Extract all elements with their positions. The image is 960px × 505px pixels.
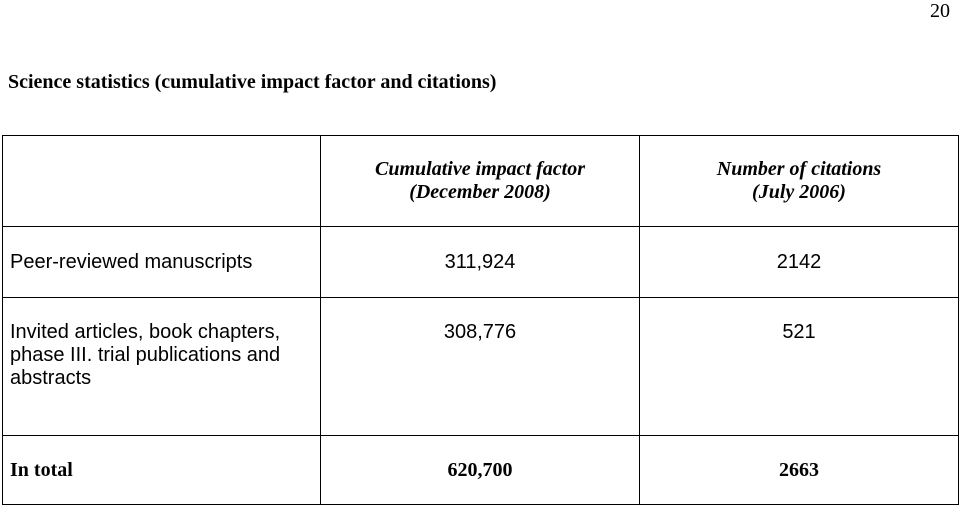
statistics-table	[2, 135, 959, 505]
citations-total: 2663	[640, 436, 959, 505]
page-title: Science statistics (cumulative impact factor and citations)	[8, 71, 497, 93]
row-label	[3, 298, 321, 436]
impact-factor-total: 620,700	[321, 436, 640, 505]
header-citations	[640, 136, 959, 227]
header-citations-line1: Number of citations	[716, 158, 882, 180]
impact-factor-value: 308,776	[321, 298, 640, 436]
header-empty-cell	[3, 136, 321, 227]
row-label-line2: phase III. trial publications and	[10, 344, 281, 366]
citations-value: 2142	[640, 227, 959, 298]
table-row-invited-articles	[3, 298, 959, 436]
table-row-peer-reviewed	[3, 227, 959, 298]
header-impact-factor-line2: (December 2008)	[409, 181, 551, 203]
row-label-line3: abstracts	[10, 367, 92, 389]
impact-factor-value: 311,924	[321, 227, 640, 298]
page-number: 20	[930, 0, 950, 22]
table-header-row	[3, 136, 959, 227]
table-row-total	[3, 436, 959, 505]
header-impact-factor-line1: Cumulative impact factor	[375, 158, 585, 180]
header-citations-line2: (July 2006)	[752, 181, 846, 203]
citations-value: 521	[640, 298, 959, 436]
header-impact-factor	[321, 136, 640, 227]
row-label: Peer-reviewed manuscripts	[3, 227, 321, 298]
row-label: In total	[3, 436, 321, 505]
row-label-line1: Invited articles, book chapters,	[10, 321, 281, 343]
